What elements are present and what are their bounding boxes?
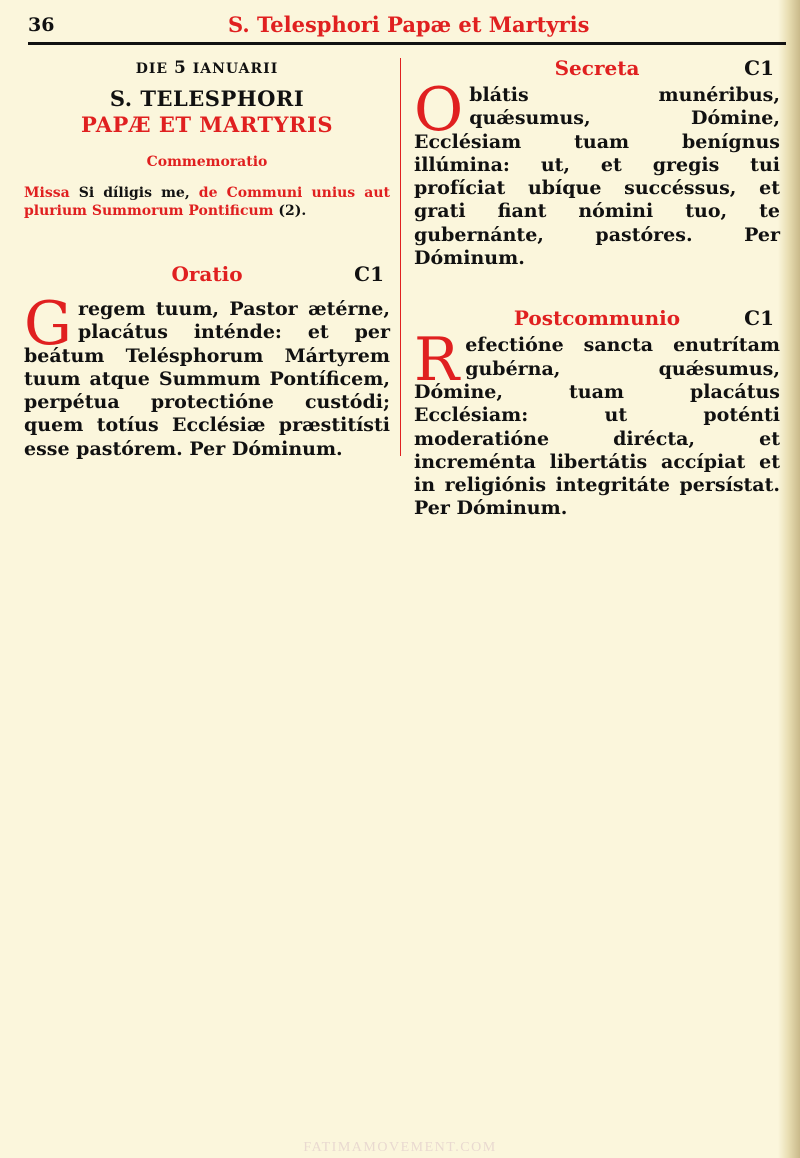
column-divider [400, 58, 401, 456]
missa-rubric [24, 184, 390, 220]
secreta-body: blátis munéribus, quǽsumus, Dómine, Ecclésiam tuam benígnus illúmina: ut, et gregis tui profíciat ubíque succéssus, et grati fiant nómini tuo, te gubernánte, pastóres. Per Dóminum. [414, 84, 780, 270]
secreta-text [414, 75, 780, 270]
postcommunio-initial: R [414, 325, 460, 396]
page-edge-shadow [778, 0, 800, 1158]
feast-date [24, 58, 390, 78]
page-number: 36 [28, 14, 55, 36]
date-prefix: DIE [135, 61, 169, 77]
oratio-text [24, 289, 390, 461]
secreta-title: Secreta [554, 56, 640, 80]
oratio-class: C1 [354, 262, 384, 286]
saint-name: S. TELESPHORI [109, 86, 305, 111]
secreta-class: C1 [744, 56, 774, 80]
watermark: FATIMAMOVEMENT.COM [303, 1140, 497, 1155]
date-month: IANUARII [192, 61, 279, 77]
missa-ref: (2). [278, 203, 307, 219]
commemoratio-label: Commemoratio [146, 154, 268, 170]
date-number: 5 [173, 58, 187, 78]
oratio-body: regem tuum, Pastor ætérne, placátus inténde: et per beátum Telésphorum Mártyrem tuum atque Summum Pontíficem, perpétua protectióne custódi; quem totíus Ecclésiæ præstitísti esse pastórem. Per Dóminum. [24, 298, 390, 460]
postcommunio-class: C1 [744, 306, 774, 331]
secreta-initial: O [414, 75, 464, 145]
oratio-initial: G [24, 289, 72, 359]
left-column [24, 56, 390, 461]
missa-common: de Communi unius aut plurium Summorum Pontificum [24, 185, 391, 219]
missa-incipit: Si díligis me, [78, 185, 190, 201]
postcommunio-heading [414, 306, 780, 334]
postcommunio-body: efectióne sancta enutrítam gubérna, quǽsumus, Dómine, tuam placátus Ecclésiam: ut poténti moderatióne dirécta, et increménta libertátis accípiat et in religiónis integritáte persístat. Per Dóminum. [414, 334, 780, 520]
oratio-heading [24, 262, 390, 290]
running-title: S. Telesphori Papæ et Martyris [228, 12, 590, 37]
postcommunio-title: Postcommunio [513, 306, 681, 331]
oratio-title: Oratio [171, 262, 243, 286]
running-head [28, 12, 788, 42]
missa-label: Missa [24, 185, 70, 201]
saint-title: PAPÆ ET MARTYRIS [80, 112, 333, 137]
secreta-heading [414, 56, 780, 84]
postcommunio-text [414, 325, 780, 520]
right-column [414, 56, 780, 521]
header-rule [28, 42, 786, 45]
